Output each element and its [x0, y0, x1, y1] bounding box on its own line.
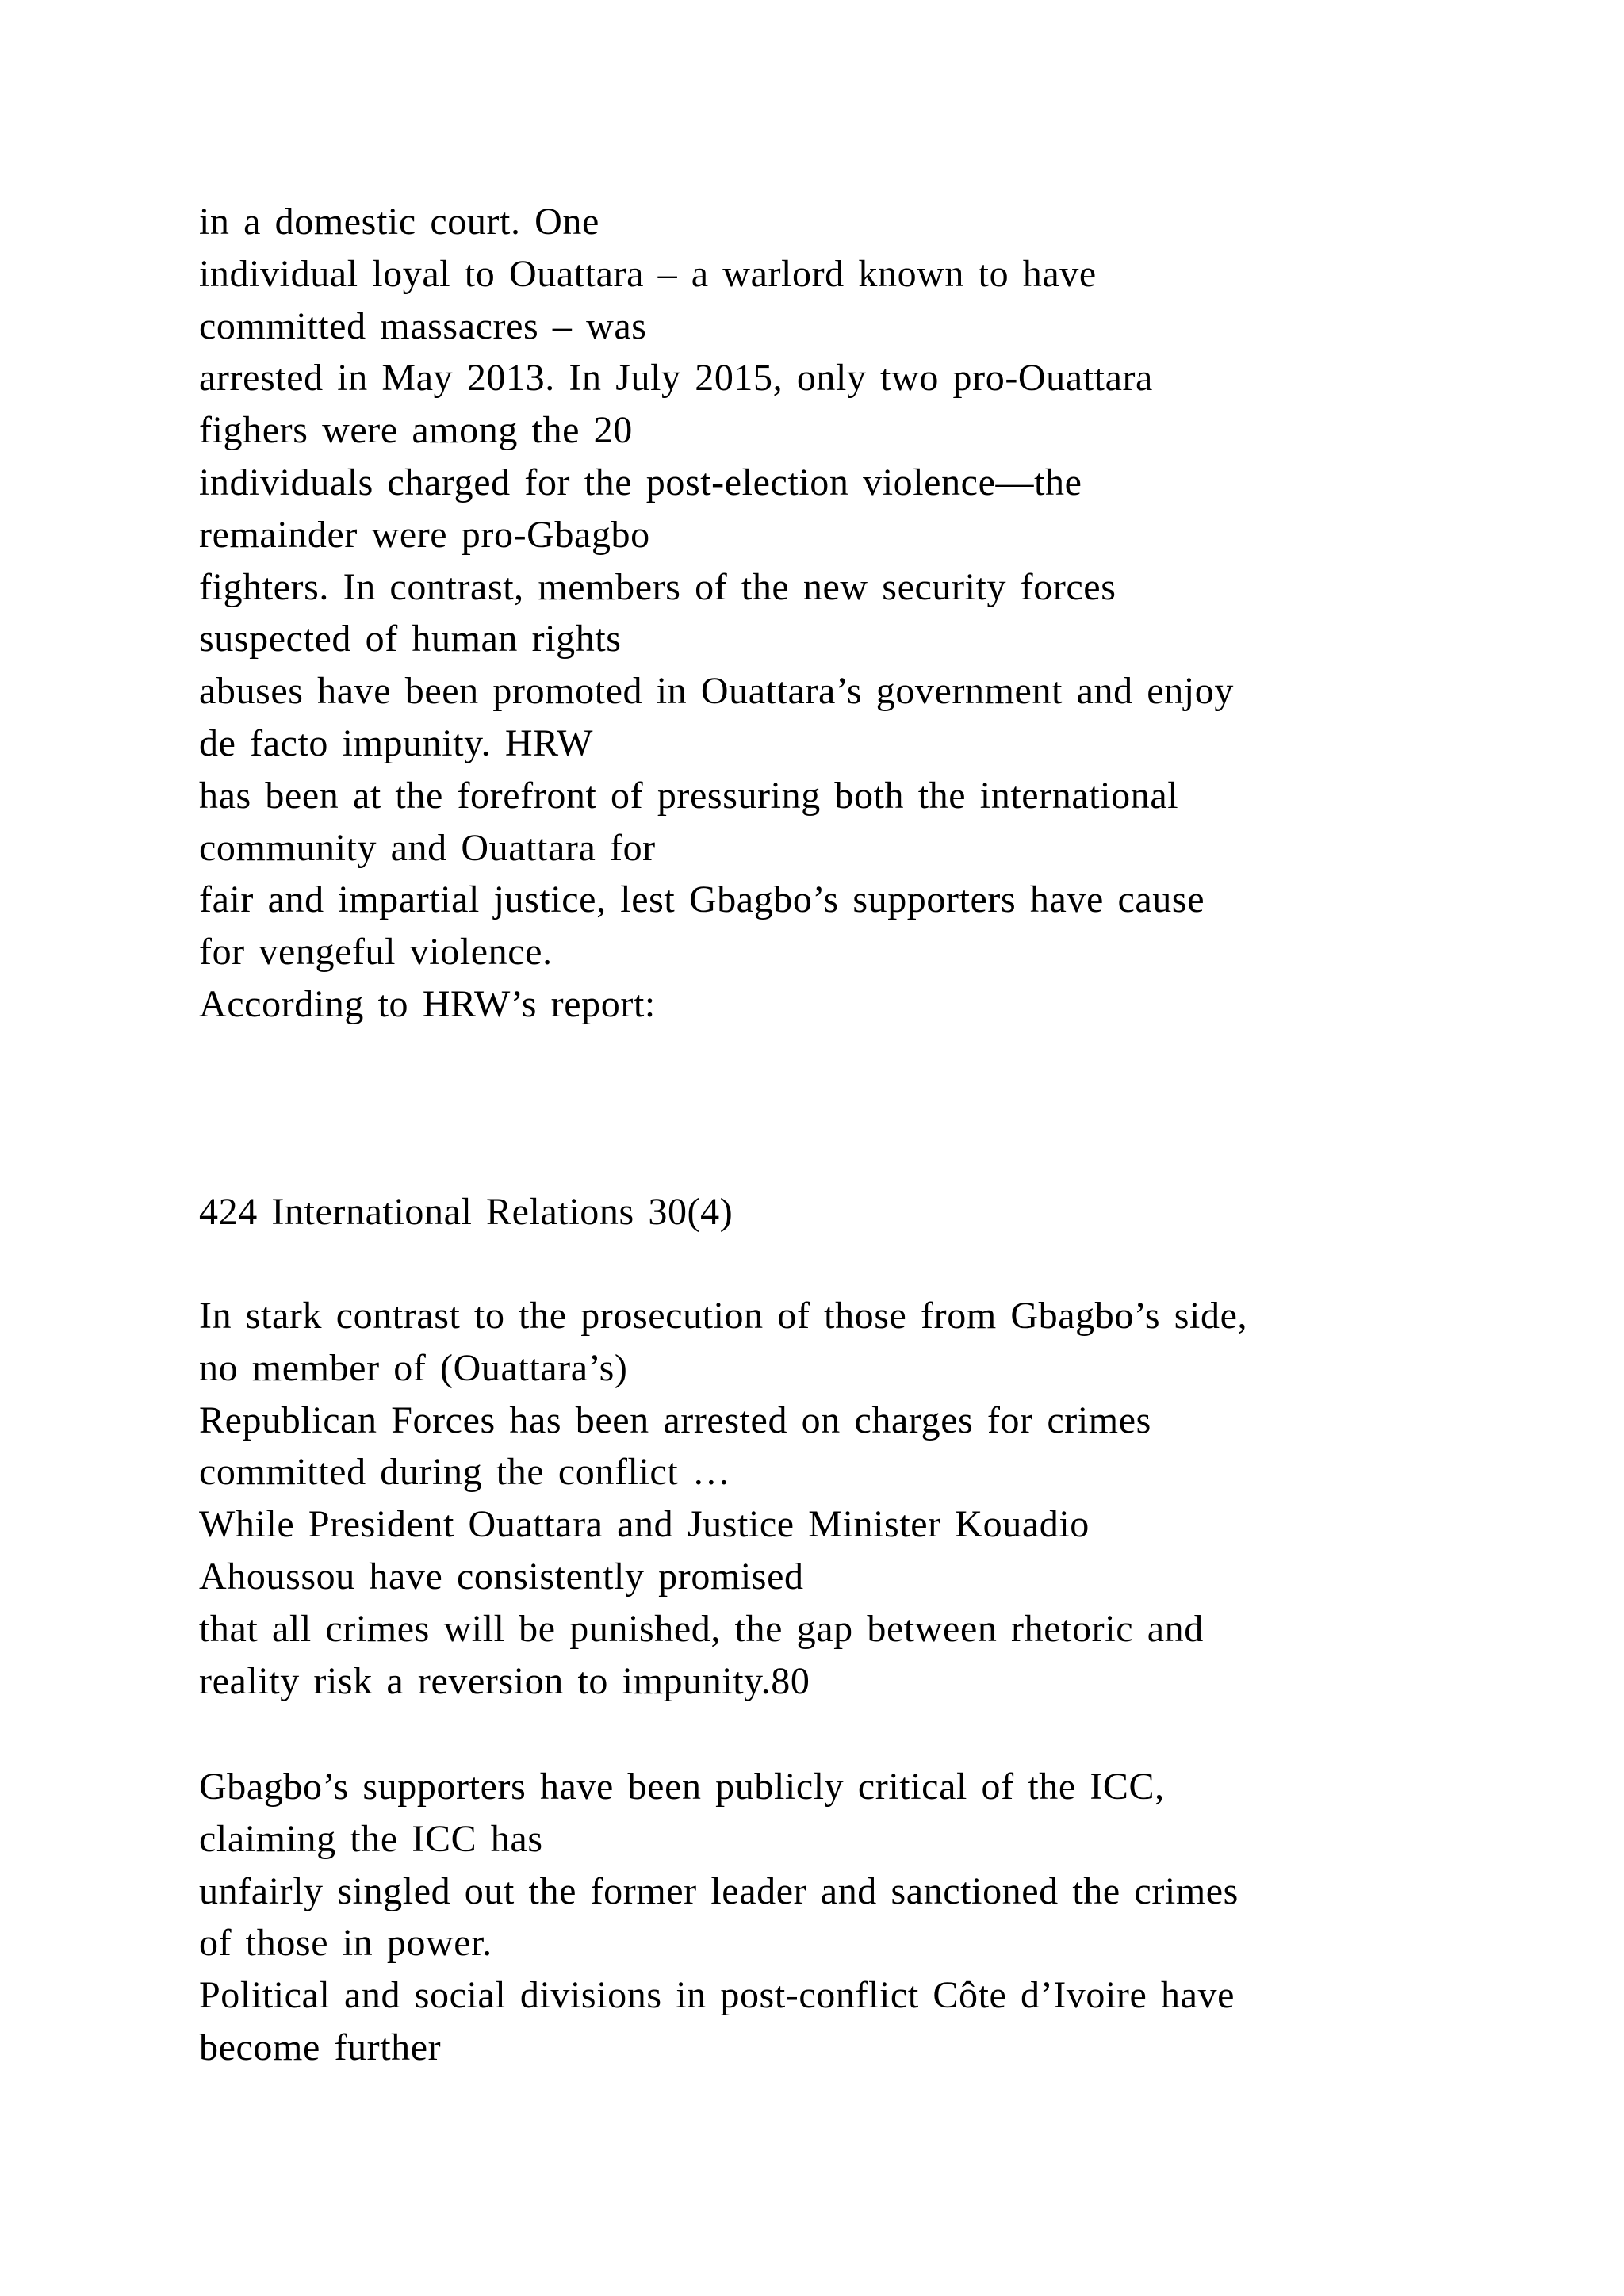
text-line: abuses have been promoted in Ouattara’s government and enjoy	[199, 670, 1234, 713]
text-line: no member of (Ouattara’s)	[199, 1346, 628, 1389]
text-line: that all crimes will be punished, the gap between rhetoric and	[199, 1607, 1204, 1650]
paragraph-body-2	[199, 1761, 1547, 2074]
text-line: According to HRW’s report:	[199, 982, 656, 1025]
text-line: Ahoussou have consistently promised	[199, 1555, 804, 1598]
text-line: claiming the ICC has	[199, 1817, 543, 1860]
text-line: Political and social divisions in post-conflict Côte d’Ivoire have	[199, 1974, 1235, 2017]
text-line: In stark contrast to the prosecution of those from Gbagbo’s side,	[199, 1295, 1248, 1337]
text-line: individual loyal to Ouattara – a warlord known to have	[199, 252, 1097, 295]
text-line: While President Ouattara and Justice Minister Kouadio	[199, 1503, 1090, 1546]
text-line: reality risk a reversion to impunity.80	[199, 1659, 810, 1702]
paragraph-body-1	[199, 196, 1547, 1031]
text-line: of those in power.	[199, 1922, 492, 1965]
text-line: individuals charged for the post-election violence—the	[199, 461, 1082, 503]
text-line: arrested in May 2013. In July 2015, only two pro-Ouattara	[199, 357, 1153, 400]
text-line: fair and impartial justice, lest Gbagbo’s supporters have cause	[199, 878, 1205, 921]
text-line: committed massacres – was	[199, 304, 647, 347]
block-quote	[199, 1290, 1547, 1707]
journal-citation: 424 International Relations 30(4)	[199, 1191, 733, 1233]
text-line: has been at the forefront of pressuring both the international	[199, 774, 1179, 817]
text-line: unfairly singled out the former leader and sanctioned the crimes	[199, 1869, 1239, 1912]
text-line: in a domestic court. One	[199, 201, 599, 243]
text-line: fighters. In contrast, members of the new security forces	[199, 565, 1116, 608]
text-line: Gbagbo’s supporters have been publicly critical of the ICC,	[199, 1766, 1165, 1808]
text-line: fighers were among the 20	[199, 409, 633, 452]
text-line: de facto impunity. HRW	[199, 721, 593, 764]
text-line: remainder were pro-Gbagbo	[199, 513, 650, 556]
text-line: community and Ouattara for	[199, 826, 656, 869]
text-line: Republican Forces has been arrested on charges for crimes	[199, 1399, 1151, 1441]
text-line: committed during the conflict …	[199, 1451, 731, 1494]
text-line: become further	[199, 2026, 442, 2068]
text-line: for vengeful violence.	[199, 931, 553, 974]
running-header	[199, 1186, 1547, 1238]
text-line: suspected of human rights	[199, 618, 622, 660]
